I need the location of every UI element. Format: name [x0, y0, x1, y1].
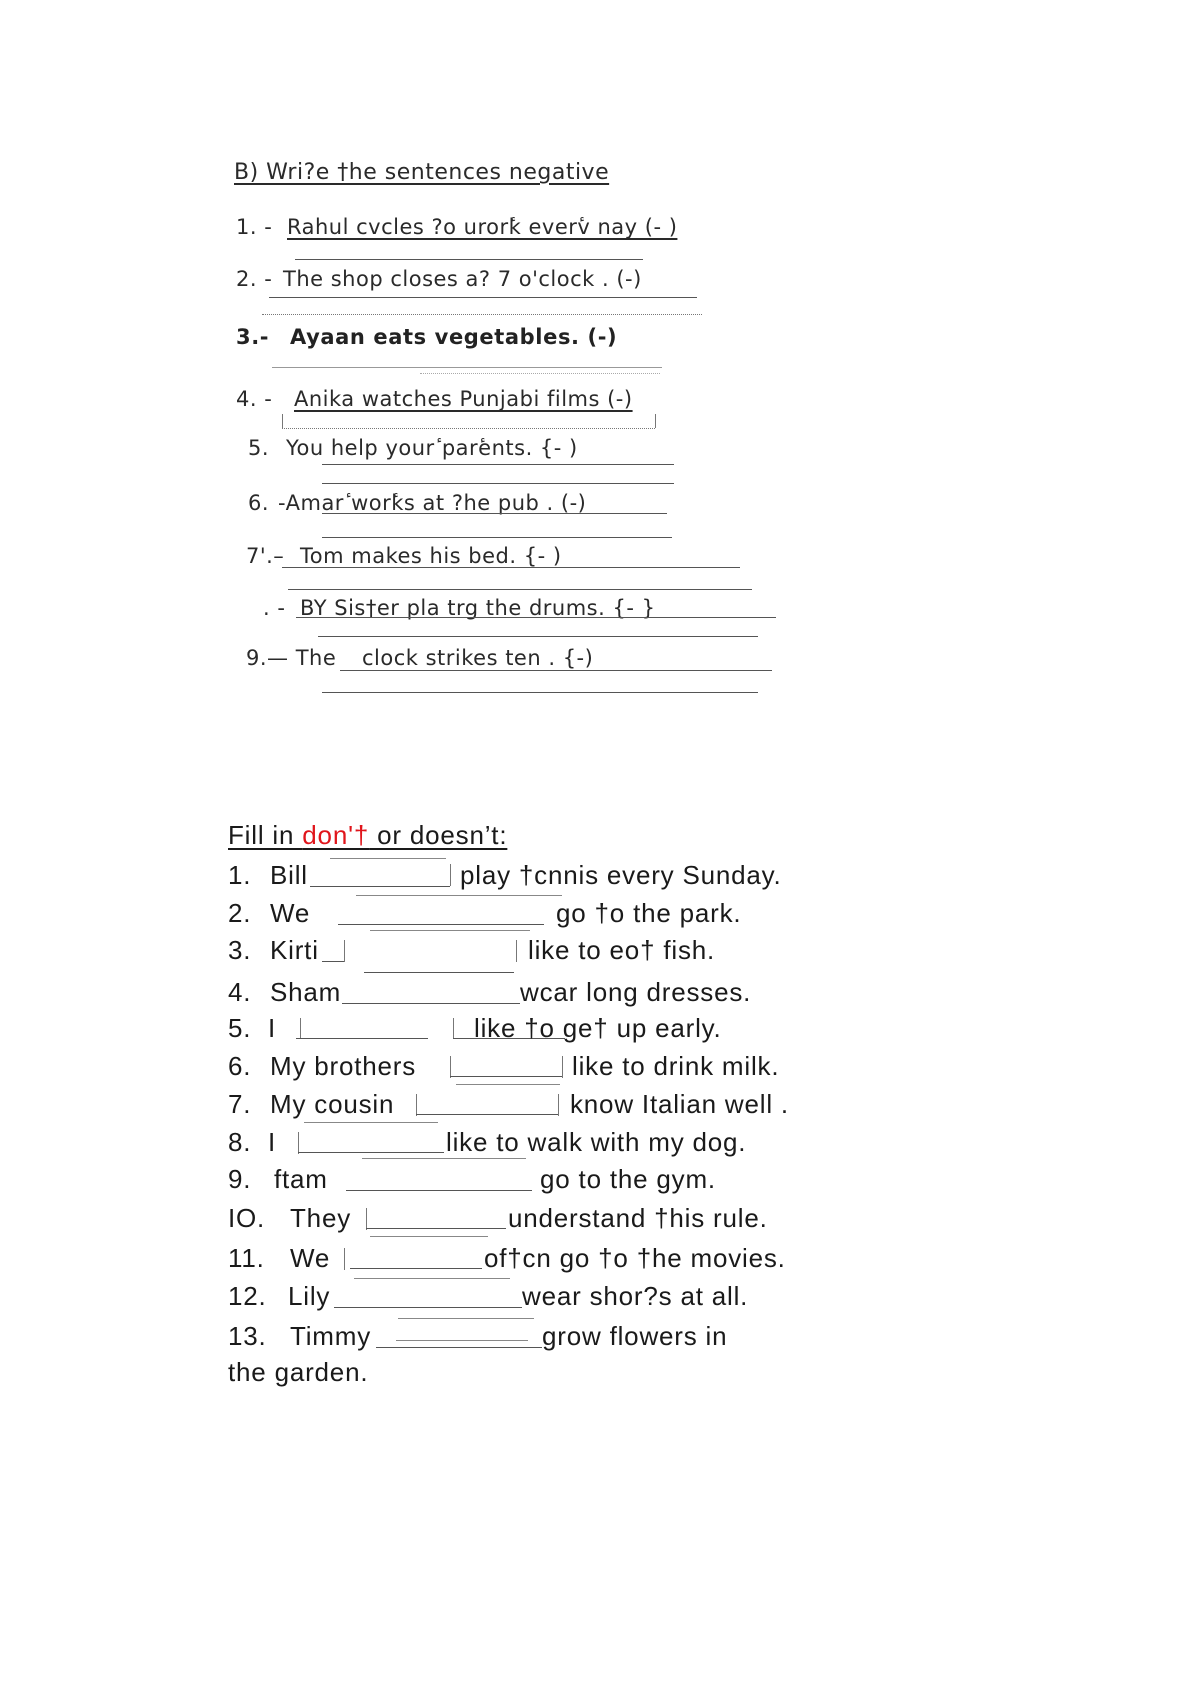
fill-item-10-before: They [290, 1203, 352, 1233]
fill-item-4-blank[interactable] [342, 1003, 520, 1004]
b-item-6-number: 6. [248, 491, 270, 515]
fill-item-10-number: IO. [228, 1203, 266, 1233]
b-item-2-number: 2. - [236, 267, 273, 291]
fill-item-13-before: Timmy [290, 1321, 372, 1351]
fill-item-13-continuation: the garden. [228, 1357, 369, 1387]
fill-item-1-under-blank [356, 895, 562, 896]
b-item-1-answer-line [295, 259, 643, 260]
fill-item-11-before: We [290, 1243, 331, 1273]
fill-item-8-before: I [268, 1127, 277, 1157]
b-item-8-underline [296, 617, 776, 618]
b-item-6-underline [322, 513, 667, 514]
fill-item-5-after: like †o ge† up early. [474, 1013, 722, 1043]
fill-item-6-bar-right [562, 1056, 563, 1078]
b-item-3-answer-line [272, 367, 662, 368]
b-item-7-answer-line [288, 589, 752, 590]
fill-item-1-number: 1. [228, 860, 252, 890]
fill-item-3-bar-left [344, 940, 345, 962]
fill-item-7-under [304, 1122, 438, 1123]
b-item-9-number: 9.— The [246, 646, 337, 670]
fill-item-12-blank[interactable] [334, 1307, 522, 1308]
fill-item-1-after: play †cnnis every Sunday. [460, 860, 782, 890]
fill-in-title [228, 820, 507, 851]
b-item-7-sentence: Tom makes his bed. {- ) [300, 544, 562, 568]
fill-item-13-blank[interactable] [376, 1347, 542, 1348]
fill-item-2-number: 2. [228, 898, 252, 928]
fill-item-8-number: 8. [228, 1127, 252, 1157]
fill-item-9-blank[interactable] [346, 1190, 532, 1191]
fill-item-10-bar-left [366, 1208, 367, 1230]
fill-item-2-blank-2 [370, 930, 530, 931]
fill-item-5-bar-right [453, 1018, 454, 1038]
fill-item-7-after: know Italian well . [570, 1089, 789, 1119]
fill-item-8-blank[interactable] [298, 1152, 444, 1153]
b-item-6-sentence: -Amarٔ worٔks at ?he pub . (-) [278, 491, 587, 515]
fill-item-7-bar-right [558, 1094, 559, 1116]
fill-item-12-after: wear shor?s at all. [522, 1281, 749, 1311]
fill-item-9-before: ftam [274, 1164, 328, 1194]
fill-item-11-blank[interactable] [350, 1268, 482, 1269]
b-item-4-bracket-right [655, 414, 656, 428]
b-item-7-number: 7'.– [246, 544, 285, 568]
b-item-2-answer-line [262, 314, 702, 315]
b-item-8-sentence: BY Sis†er pla trg the drums. {- } [300, 596, 656, 620]
b-item-1-sentence: Rahul cvcles ?o urorٔk everٔv nay (- ) [287, 215, 678, 239]
b-item-3-number: 3.- [236, 325, 270, 349]
fill-item-11-after: of†cn go †o †he movies. [484, 1243, 786, 1273]
fill-item-6-number: 6. [228, 1051, 252, 1081]
fill-item-7-before: My cousin [270, 1089, 395, 1119]
b-item-5-answer-line [322, 483, 674, 484]
fill-in-title-red: don'† [302, 820, 370, 850]
fill-item-2-blank[interactable] [338, 924, 544, 925]
fill-item-10-blank[interactable] [366, 1228, 506, 1229]
fill-item-7-blank[interactable] [416, 1114, 558, 1115]
b-item-9-answer-line [322, 692, 758, 693]
fill-item-5-bar-left [300, 1018, 301, 1038]
b-item-4-answer-line [282, 428, 655, 429]
fill-item-12-under [398, 1318, 534, 1319]
fill-item-1-before: Bill [270, 860, 308, 890]
b-item-4-bracket-left [282, 414, 283, 428]
b-item-6-answer-line [322, 537, 672, 538]
fill-item-5-blank[interactable] [296, 1038, 428, 1039]
fill-item-11-under [354, 1278, 510, 1279]
fill-item-12-number: 12. [228, 1281, 267, 1311]
section-b-title: B) Wri?e †he sentences negative [234, 160, 610, 185]
fill-in-title-suffix: or doesn’t: [369, 820, 508, 850]
fill-item-3-before: Kirti [270, 935, 319, 965]
b-item-8-number: . - [263, 596, 286, 620]
fill-item-8-after: like to walk with my dog. [446, 1127, 747, 1157]
fill-item-4-number: 4. [228, 977, 252, 1007]
fill-item-7-bar-left [416, 1094, 417, 1116]
fill-item-1-blank-top [330, 858, 446, 859]
fill-item-4-before: Sham [270, 977, 342, 1007]
fill-item-2-after: go †o the park. [556, 898, 742, 928]
fill-item-9-number: 9. [228, 1164, 252, 1194]
b-item-3-dotted-line [420, 373, 660, 374]
fill-item-6-before: My brothers [270, 1051, 417, 1081]
b-item-5-number: 5. [248, 436, 270, 460]
fill-item-13-under [396, 1340, 528, 1341]
b-item-4-sentence: Anika watches Punjabi films (-) [294, 387, 633, 411]
fill-item-9-after: go to the gym. [540, 1164, 716, 1194]
b-item-5-underline [322, 464, 674, 465]
fill-item-13-after: grow flowers in [542, 1321, 728, 1351]
b-item-8-answer-line [318, 636, 758, 637]
b-item-2-underline [269, 297, 697, 298]
fill-item-8-under [362, 1158, 526, 1159]
b-item-9-underline [340, 670, 772, 671]
fill-in-title-prefix: Fill in [228, 820, 303, 850]
b-item-7-underline [282, 567, 740, 568]
fill-item-3-after: like to eo† fish. [528, 935, 716, 965]
fill-item-1-blank[interactable] [310, 886, 450, 887]
fill-item-3-bar-right [516, 940, 517, 962]
fill-item-6-blank-2 [456, 1084, 560, 1085]
b-item-5-sentence: You help yourٔ parٔents. {- ) [286, 436, 578, 460]
fill-item-11-bar-left [344, 1248, 345, 1270]
fill-item-2-before: We [270, 898, 311, 928]
fill-item-10-under [370, 1236, 488, 1237]
fill-item-3-number: 3. [228, 935, 252, 965]
fill-item-10-after: understand †his rule. [508, 1203, 768, 1233]
b-item-1-number: 1. - [236, 215, 273, 239]
fill-item-5-number: 5. [228, 1013, 252, 1043]
fill-item-4-after: wcar long dresses. [520, 977, 752, 1007]
fill-item-6-bar-left [450, 1056, 451, 1078]
b-item-3-sentence: Ayaan eats vegetables. (-) [290, 325, 618, 349]
fill-item-11-number: 11. [228, 1243, 265, 1273]
fill-item-7-number: 7. [228, 1089, 252, 1119]
fill-item-5-before: I [268, 1013, 277, 1043]
fill-item-1-bar [450, 864, 451, 886]
fill-item-13-number: 13. [228, 1321, 267, 1351]
b-item-2-sentence: The shop closes a? 7 o'clock . (-) [283, 267, 642, 291]
fill-item-3-blank[interactable] [364, 972, 514, 973]
fill-item-8-bar-left [298, 1132, 299, 1154]
fill-item-3-blank-lead [322, 961, 344, 962]
b-item-4-number: 4. - [236, 387, 273, 411]
fill-item-6-blank[interactable] [450, 1076, 562, 1077]
fill-item-12-before: Lily [288, 1281, 331, 1311]
fill-item-6-after: like to drink milk. [572, 1051, 780, 1081]
b-item-9-sentence: clock strikes ten . {-) [362, 646, 594, 670]
